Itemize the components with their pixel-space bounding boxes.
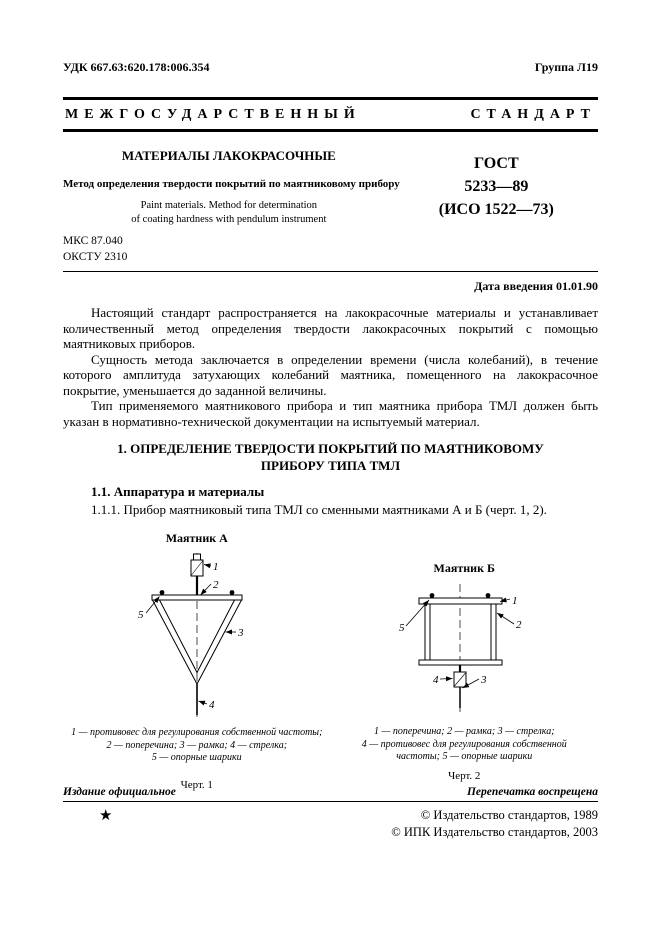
reprint-prohibited-label: Перепечатка воспрещена xyxy=(466,786,598,798)
star-icon: ★ xyxy=(99,808,113,824)
leader-line-4 xyxy=(198,701,207,704)
udk-number: УДК 667.63:620.178:006.354 xyxy=(63,60,210,74)
crossbar xyxy=(152,595,242,600)
leader-line-1 xyxy=(204,565,211,567)
english-title xyxy=(63,199,395,226)
banner-word-2: СТАНДАРТ xyxy=(470,107,596,122)
figure-b-caption-line-3: частоты; 5 — опорные шарики xyxy=(396,751,533,763)
section-1-heading: 1. ОПРЕДЕЛЕНИЕ ТВЕРДОСТИ ПОКРЫТИЙ ПО МАЯТНИКОВОМУ ПРИБОРУ ТИПА ТМЛ xyxy=(117,441,544,474)
figure-b-label-1: 1 xyxy=(512,595,518,608)
figure-b-label-3: 3 xyxy=(481,674,487,687)
standard-type-banner xyxy=(63,97,598,132)
intro-paragraph-2: Сущность метода заключается в определении времени (числа колебаний), в течение которого амплитуда затухающих колебаний маятника, помещенного на лакокрасочное покрытие, уменьшается до заданной величины. xyxy=(63,351,598,398)
figure-b-caption xyxy=(362,726,567,764)
footer-rule xyxy=(63,801,598,802)
frame-right-bar xyxy=(491,604,496,660)
official-edition-label: Издание официальное xyxy=(63,786,176,798)
english-title-line-2: of coating hardness with pendulum instrument xyxy=(131,213,327,225)
introduction-text xyxy=(63,305,598,429)
crossbar xyxy=(419,598,502,604)
figure-a-label-4: 4 xyxy=(208,699,215,712)
copyright-block xyxy=(391,807,598,841)
leader-line-2 xyxy=(200,584,211,595)
title-area xyxy=(63,146,598,226)
copyright-line-1989: © Издательство стандартов, 1989 xyxy=(420,808,598,822)
pendulum-b-diagram xyxy=(389,582,539,714)
page-footer xyxy=(63,786,598,841)
mks-code: МКС 87.040 xyxy=(63,235,123,248)
frame-left-bar xyxy=(425,604,430,660)
okstu-code: ОКСТУ 2310 xyxy=(63,250,128,263)
figure-b-title: Маятник Б xyxy=(433,561,495,576)
title-left-column xyxy=(63,146,400,226)
introduction-date-line xyxy=(63,279,598,294)
classification-codes xyxy=(63,234,598,265)
figure-b-caption-line-2: 4 — противовес для регулирования собственной xyxy=(361,738,567,750)
document-method-title: Метод определения твердости покрытий по маятниковому прибору xyxy=(63,178,400,190)
footer-notice-row xyxy=(63,786,598,801)
gost-number: 5233—89 xyxy=(464,178,529,196)
copyright-line-2003: © ИПК Издательство стандартов, 2003 xyxy=(391,824,598,839)
iso-reference: (ИСО 1522—73) xyxy=(438,201,554,219)
gost-designation xyxy=(395,146,598,226)
frame-bottom-bar xyxy=(419,660,502,665)
horizontal-rule xyxy=(63,271,598,272)
figure-b-label-2: 2 xyxy=(516,619,522,632)
figure-b-caption-line-1: 1 — поперечина; 2 — рамка; 3 — стрелка; xyxy=(373,726,555,738)
figure-a-label-5: 5 xyxy=(137,609,144,622)
date-value: 01.01.90 xyxy=(556,279,598,294)
figure-a-label-1: 1 xyxy=(212,561,219,574)
banner-word-1: МЕЖГОСУДАРСТВЕННЫЙ xyxy=(65,107,361,122)
date-label: Дата введения xyxy=(474,279,553,294)
figure-a-label-2: 2 xyxy=(212,579,219,592)
figure-a-title: Маятник А xyxy=(165,531,228,546)
figure-b-label-5: 5 xyxy=(399,622,405,635)
support-ball-right xyxy=(486,593,491,598)
leader-line-4 xyxy=(440,679,453,680)
figure-a-caption-line-3: 5 — опорные шарики xyxy=(151,752,242,764)
figure-a-caption xyxy=(71,727,322,765)
figure-a-caption-line-1: 1 — противовес для регулирования собственной частоты; xyxy=(71,727,323,739)
figure-a-number: Черт. 1 xyxy=(180,778,213,791)
clause-1-1-1: 1.1.1. Прибор маятниковый типа ТМЛ со сменными маятниками А и Б (черт. 1, 2). xyxy=(91,502,547,518)
figure-a-label-3: 3 xyxy=(237,627,244,640)
figure-pendulum-a xyxy=(63,531,331,791)
footer-bottom-row xyxy=(63,807,598,841)
gost-word: ГОСТ xyxy=(474,155,519,172)
figure-b-number: Черт. 2 xyxy=(448,769,481,782)
intro-paragraph-1: Настоящий стандарт распространяется на лакокрасочные материалы и устанавливает количественный метод определения твердости лакокрасочных покрытий с помощью маятниковых приборов. xyxy=(63,305,598,352)
group-label: Группа Л19 xyxy=(534,60,598,74)
top-knob xyxy=(193,554,200,560)
figures-row xyxy=(63,531,598,791)
figure-a-caption-line-2: 2 — поперечина; 3 — рамка; 4 — стрелка; xyxy=(106,739,288,751)
english-title-line-1: Paint materials. Method for determination xyxy=(140,200,318,211)
intro-paragraph-3: Тип применяемого маятникового прибора и тип маятника прибора ТМЛ должен быть указан в нормативно-технической документации на испытуемый материал. xyxy=(63,398,598,429)
top-meta-row xyxy=(63,60,598,75)
support-ball-left xyxy=(159,590,164,595)
section-1-1-heading: 1.1. Аппаратура и материалы xyxy=(91,484,265,500)
pendulum-a-diagram xyxy=(137,551,257,721)
figure-pendulum-b xyxy=(331,531,599,791)
figure-b-label-4: 4 xyxy=(433,674,439,687)
leader-line-2 xyxy=(497,613,514,624)
support-ball-left xyxy=(430,593,435,598)
support-ball-right xyxy=(229,590,234,595)
document-subject: МАТЕРИАЛЫ ЛАКОКРАСОЧНЫЕ xyxy=(121,148,336,163)
